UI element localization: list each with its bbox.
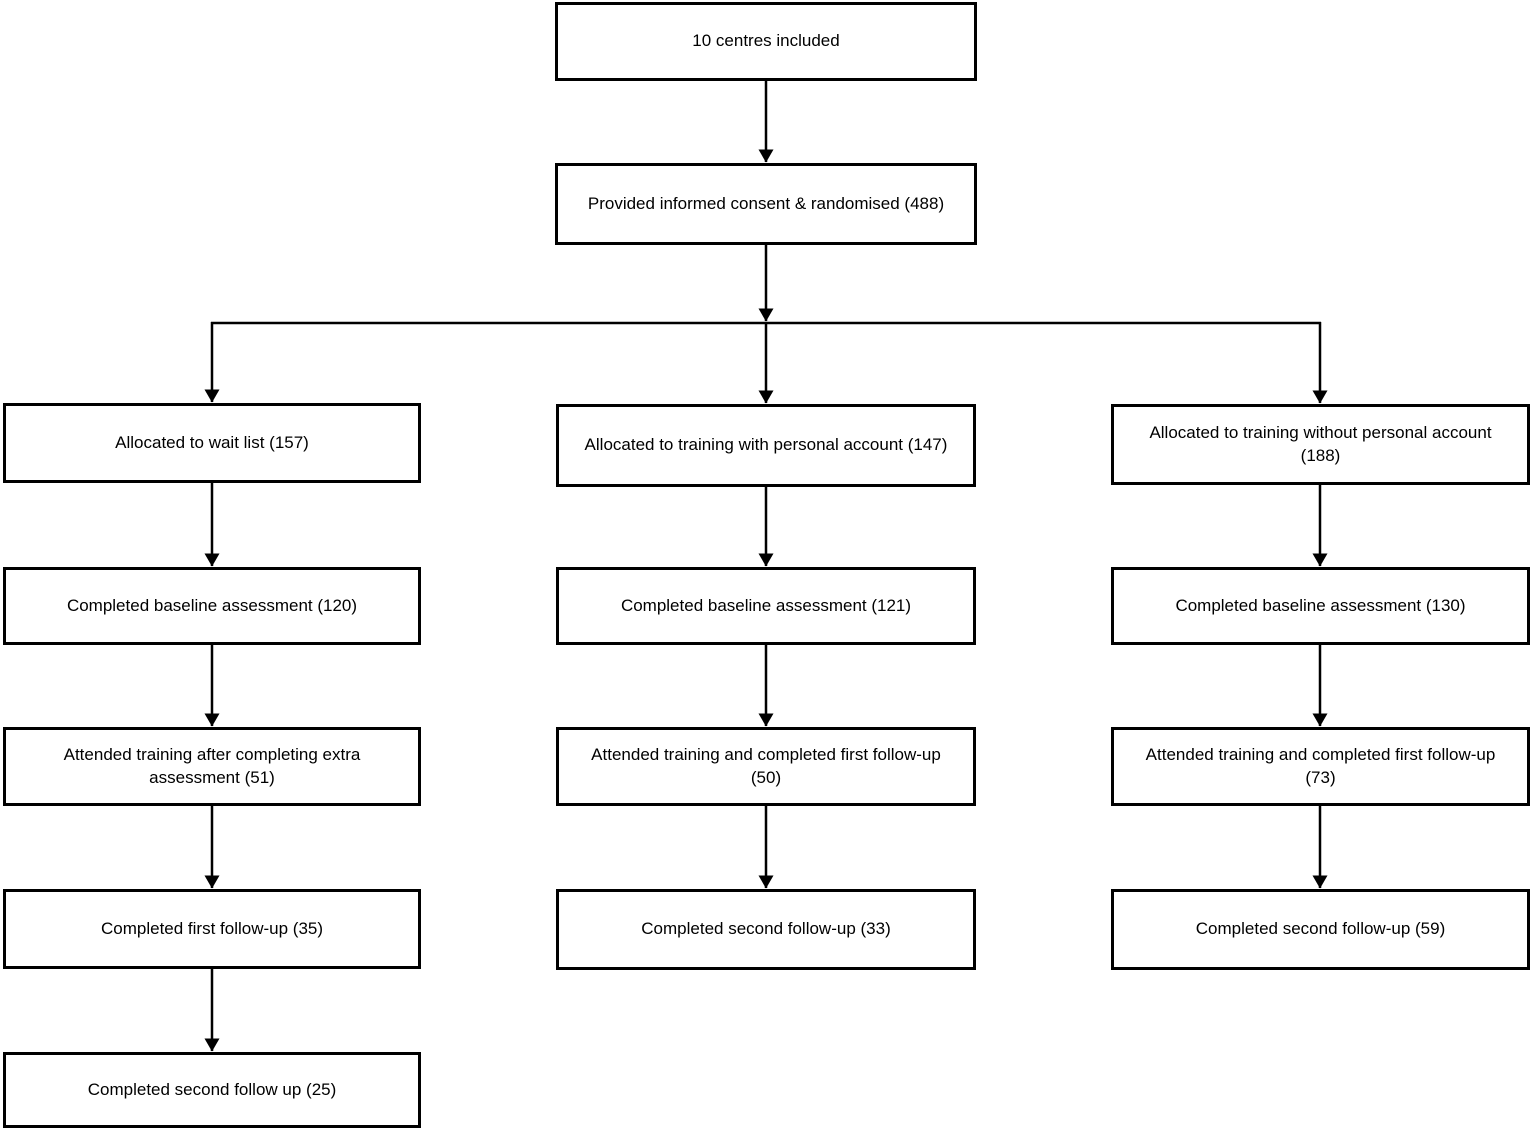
box-centres-included: 10 centres included bbox=[555, 2, 977, 81]
box-personal-baseline: Completed baseline assessment (121) bbox=[556, 567, 976, 645]
box-personal-training-first-followup: Attended training and completed first follow-up (50) bbox=[556, 727, 976, 806]
box-personal-second-followup: Completed second follow-up (33) bbox=[556, 889, 976, 970]
box-waitlist-first-followup: Completed first follow-up (35) bbox=[3, 889, 421, 969]
box-consent-randomised: Provided informed consent & randomised (488) bbox=[555, 163, 977, 245]
box-nopersonal-allocated: Allocated to training without personal account (188) bbox=[1111, 404, 1530, 485]
box-nopersonal-baseline: Completed baseline assessment (130) bbox=[1111, 567, 1530, 645]
box-nopersonal-second-followup: Completed second follow-up (59) bbox=[1111, 889, 1530, 970]
box-waitlist-baseline: Completed baseline assessment (120) bbox=[3, 567, 421, 645]
box-waitlist-second-followup: Completed second follow up (25) bbox=[3, 1052, 421, 1128]
box-waitlist-attended-training: Attended training after completing extra assessment (51) bbox=[3, 727, 421, 806]
box-waitlist-allocated: Allocated to wait list (157) bbox=[3, 403, 421, 483]
box-personal-allocated: Allocated to training with personal account (147) bbox=[556, 404, 976, 487]
box-nopersonal-training-first-followup: Attended training and completed first follow-up (73) bbox=[1111, 727, 1530, 806]
